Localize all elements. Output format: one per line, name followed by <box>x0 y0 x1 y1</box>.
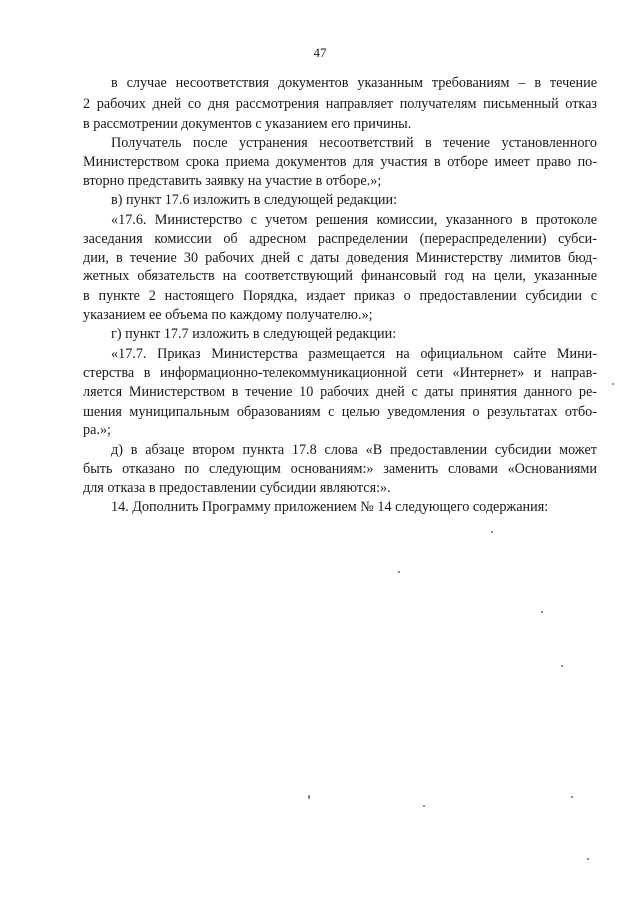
scan-speck <box>541 611 543 613</box>
scan-speck <box>612 383 614 385</box>
text-line: заседания комиссии об адресном распределении (перераспределении) субси- <box>83 231 597 247</box>
text-line: в) пункт 17.6 изложить в следующей редакции: <box>111 192 398 208</box>
text-line: вторно представить заявку на участие в отборе.»; <box>83 173 382 189</box>
text-line: «17.6. Министерство с учетом решения комиссии, указанного в протоколе <box>111 212 597 228</box>
text-line: ра.»; <box>83 422 111 438</box>
text-line: 2 рабочих дней со дня рассмотрения направляет получателям письменный отказ <box>83 96 597 112</box>
text-line: жетных обязательств на соответствующий финансовый год на цели, указанные <box>83 268 597 284</box>
scan-speck <box>491 531 493 533</box>
scan-speck <box>308 795 310 799</box>
text-line: ляется Министерством в течение 10 рабочих дней с даты принятия данного ре- <box>83 384 597 400</box>
page-number: 47 <box>313 45 327 60</box>
text-line: «17.7. Приказ Министерства размещается на официальном сайте Мини- <box>111 346 597 362</box>
scan-speck <box>561 665 563 667</box>
text-line: дии, в течение 30 рабочих дней с даты доведения Министерству лимитов бюд- <box>83 250 597 266</box>
text-line: в пункте 2 настоящего Порядка, издает приказ о предоставлении субсидии с <box>83 288 597 304</box>
scan-speck <box>423 805 425 807</box>
text-line: для отказа в предоставлении субсидии являются:». <box>83 480 391 496</box>
text-line: Получатель после устранения несоответствий в течение установленного <box>111 135 597 151</box>
text-line: указанием ее объема по каждому получателю.»; <box>83 307 373 323</box>
text-line: быть отказано по следующим основаниям:» заменить словами «Основаниями <box>83 461 597 477</box>
scan-speck <box>571 796 573 798</box>
text-line: шения муниципальным образованиям с целью уведомления о результатах отбо- <box>83 404 597 420</box>
scan-speck <box>398 571 400 573</box>
text-line: 14. Дополнить Программу приложением № 14 следующего содержания: <box>111 499 549 515</box>
text-line: д) в абзаце втором пункта 17.8 слова «В предоставлении субсидии может <box>111 442 597 458</box>
text-line: в рассмотрении документов с указанием его причины. <box>83 116 412 132</box>
scan-speck <box>587 858 589 860</box>
text-line: стерства в информационно-телекоммуникационной сети «Интернет» и направ- <box>83 365 597 381</box>
text-line: в случае несоответствия документов указанным требованиям – в течение <box>111 75 597 91</box>
text-line: г) пункт 17.7 изложить в следующей редакции: <box>111 326 397 342</box>
text-line: Министерством срока приема документов для участия в отборе имеет право по- <box>83 154 597 170</box>
